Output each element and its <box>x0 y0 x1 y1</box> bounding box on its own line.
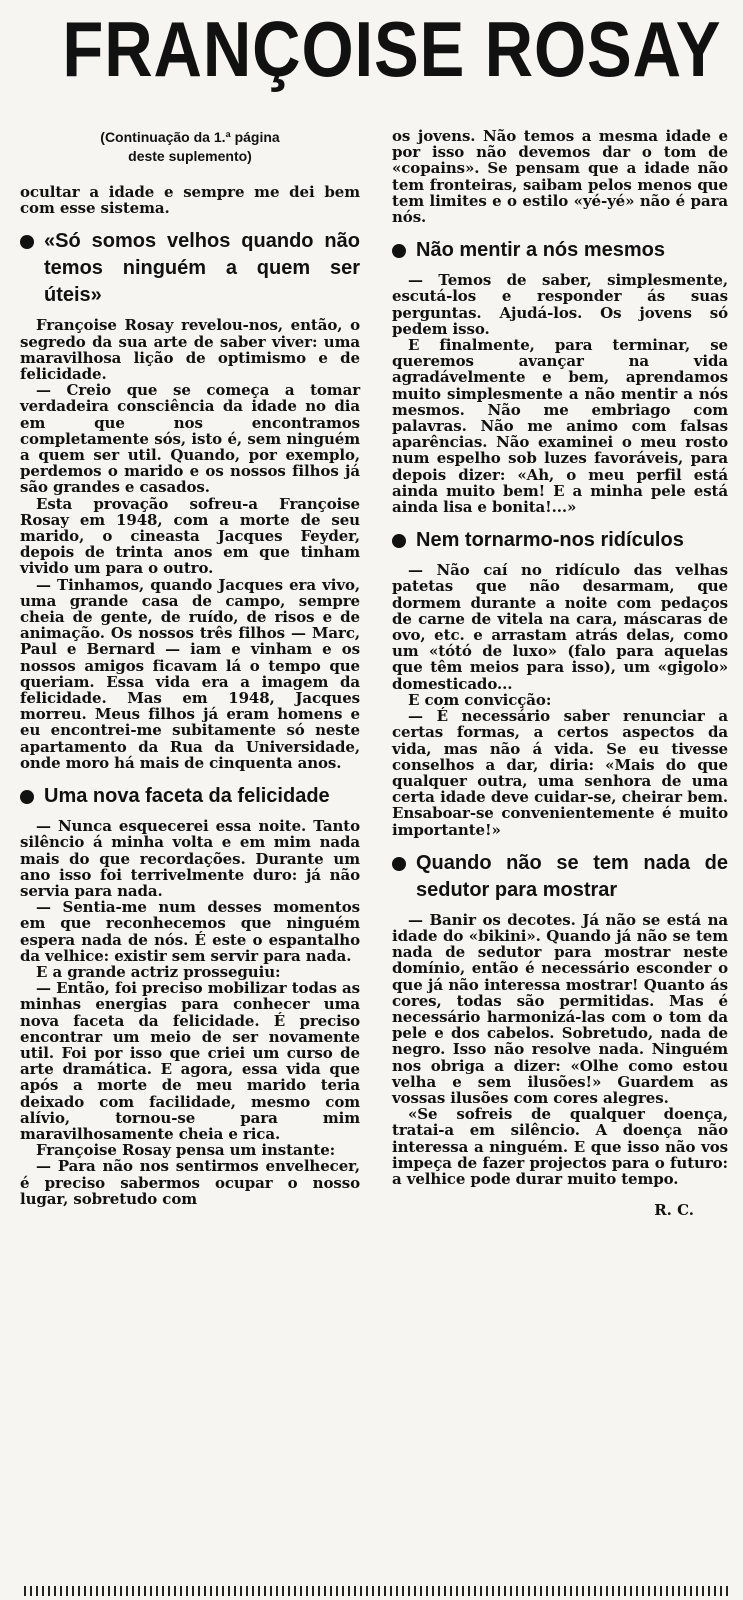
heading-text: Nem tornarmo-nos ridículos <box>416 529 684 552</box>
paragraph: «Se sofreis de qualquer doença, tratai-a em silêncio. A doença não interessa a ninguém. E que isso não vos impeça de fazer projectos para o futuro: a velhice pode durar muito tempo. <box>392 1105 728 1188</box>
intro-paragraph: os jovens. Não temos a mesma idade e por isso não devemos dar o tom de «copains». Se pensam que a idade não tem fronteiras, saibam pelos menos que tem limites e o estilo «yé-yé» não é para nós. <box>392 127 728 227</box>
bottom-border-rule <box>24 1586 732 1596</box>
paragraph: — Nunca esquecerei essa noite. Tanto silêncio á minha volta e em mim nada mais do que recordações. Durante um ano isso foi terrivelmente duro: já não servia para nada. <box>20 817 360 900</box>
bullet-icon <box>392 534 406 548</box>
author-signature: R. C. <box>654 1201 694 1220</box>
section-heading <box>20 228 360 309</box>
paragraph: E a grande actriz prosseguiu: <box>36 962 281 981</box>
paragraph: E com convicção: <box>408 690 552 709</box>
heading-text: «Só somos velhos quando não temos ninguém a quem ser úteis» <box>44 230 360 307</box>
continuation-line: (Continuação da 1.ª página <box>100 129 280 145</box>
paragraph: — Para não nos sentirmos envelhecer, é preciso sabermos ocupar o nosso lugar, sobretudo com <box>20 1157 360 1208</box>
heading-text: Uma nova faceta da felicidade <box>44 785 330 808</box>
continuation-note <box>20 128 360 166</box>
bullet-icon <box>20 235 34 249</box>
section-heading <box>20 783 360 810</box>
bullet-icon <box>392 857 406 871</box>
section-heading <box>392 850 728 904</box>
paragraph: — Banir os decotes. Já não se está na idade do «bikini». Quando já não se tem nada de sedutor para mostrar neste domínio, então é necessário esconder o que já não interessa mostrar! Quanto ás cores, todas são permitidas. Mas é necessário harmonizá-las com o tom da pele e dos cabelos. Sobretudo, nada de negro. Isso não resolve nada. Ninguém nos obriga a dizer: «Olhe como estou velha e sem ilusões!» Guardem as vossas ilusões com cores alegres. <box>392 910 728 1107</box>
paragraph: E finalmente, para terminar, se queremos avançar na vida agradávelmente e bem, aprendamos muito simplesmente a não mentir a nós mesmos. Não me embriago com palavras. Não me animo com falsas aparências. Não examinei o meu rosto num espelho sob luzes favoráveis, para depois dizer: «Ah, o meu perfil está ainda muito bem! E a minha pele está ainda lisa e bonita!...» <box>392 336 728 517</box>
paragraph: Françoise Rosay revelou-nos, então, o segredo da sua arte de saber viver: uma maravilhosa lição de optimismo e de felicidade. <box>20 316 360 384</box>
paragraph: — É necessário saber renunciar a certas formas, a certos aspectos da vida, mas não á vida. Se eu tivesse conselhos a dar, diria: «Mais do que qualquer outra, uma senhora de uma certa idade deve cuidar-se, cheirar bem. Ensaboar-se convenientemente é muito importante!» <box>392 707 728 839</box>
paragraph: Françoise Rosay pensa um instante: <box>36 1141 336 1160</box>
heading-text: Quando não se tem nada de sedutor para mostrar <box>416 851 728 901</box>
paragraph: — Não caí no ridículo das velhas patetas que não desarmam, que dormem durante a noite com pedaços de carne de vitela na cara, máscaras de ovo, etc. e arrastam atrás delas, como um «tótó de luxo» (falo para aquelas que têm meios para isso), um «gigolo» domesticado... <box>392 561 728 693</box>
bullet-icon <box>392 244 406 258</box>
heading-text: Não mentir a nós mesmos <box>416 239 665 262</box>
paragraph: — Então, foi preciso mobilizar todas as minhas energias para conhecer uma nova faceta da felicidade. É preciso encontrar um meio de ser novamente util. Foi por isso que criei um curso de arte dramática. E agora, essa vida que após a morte de meu marido teria deixado com facilidade, mesmo com alívio, tornou-se para mim maravilhosamente cheia e rica. <box>20 979 360 1143</box>
section-heading <box>392 237 728 264</box>
paragraph: — Tinhamos, quando Jacques era vivo, uma grande casa de campo, sempre cheia de gente, de ruído, de risos e de animação. Os nossos três filhos — Marc, Paul e Bernard — iam e vinham e os nossos amigos ficavam lá o tempo que queriam. Essa vida era a imagem da felicidade. Mas em 1948, Jacques morreu. Meus filhos já eram homens e eu encontrei-me subitamente só neste apartamento da Rua da Universidade, onde moro há mais de cinquenta anos. <box>20 575 360 772</box>
continuation-line: deste suplemento) <box>128 148 252 164</box>
page-title: FRANÇOISE ROSAY <box>62 5 722 93</box>
paragraph: — Creio que se começa a tomar verdadeira consciência da idade no dia em que nos encontramos completamente sós, isto é, sem ninguém a quem ser util. Quando, por exemplo, perdemos o marido e os nossos filhos já são grandes e casados. <box>20 381 360 497</box>
paragraph: — Sentia-me num desses momentos em que reconhecemos que ninguém espera nada de nós. É este o espantalho da velhice: existir sem servir para nada. <box>20 898 360 965</box>
intro-paragraph: ocultar a idade e sempre me dei bem com esse sistema. <box>20 183 360 218</box>
paragraph: Esta provação sofreu-a Françoise Rosay em 1948, com a morte de seu marido, o cineasta Jacques Feyder, depois de trinta anos em que tinham vivido um para o outro. <box>20 494 360 578</box>
bullet-icon <box>20 790 34 804</box>
left-column <box>20 128 360 1207</box>
paragraph: — Temos de saber, simplesmente, escutá-los e responder ás suas perguntas. Ajudá-los. Os jovens só pedem isso. <box>392 271 728 338</box>
section-heading <box>392 527 728 554</box>
right-column <box>392 128 728 1219</box>
